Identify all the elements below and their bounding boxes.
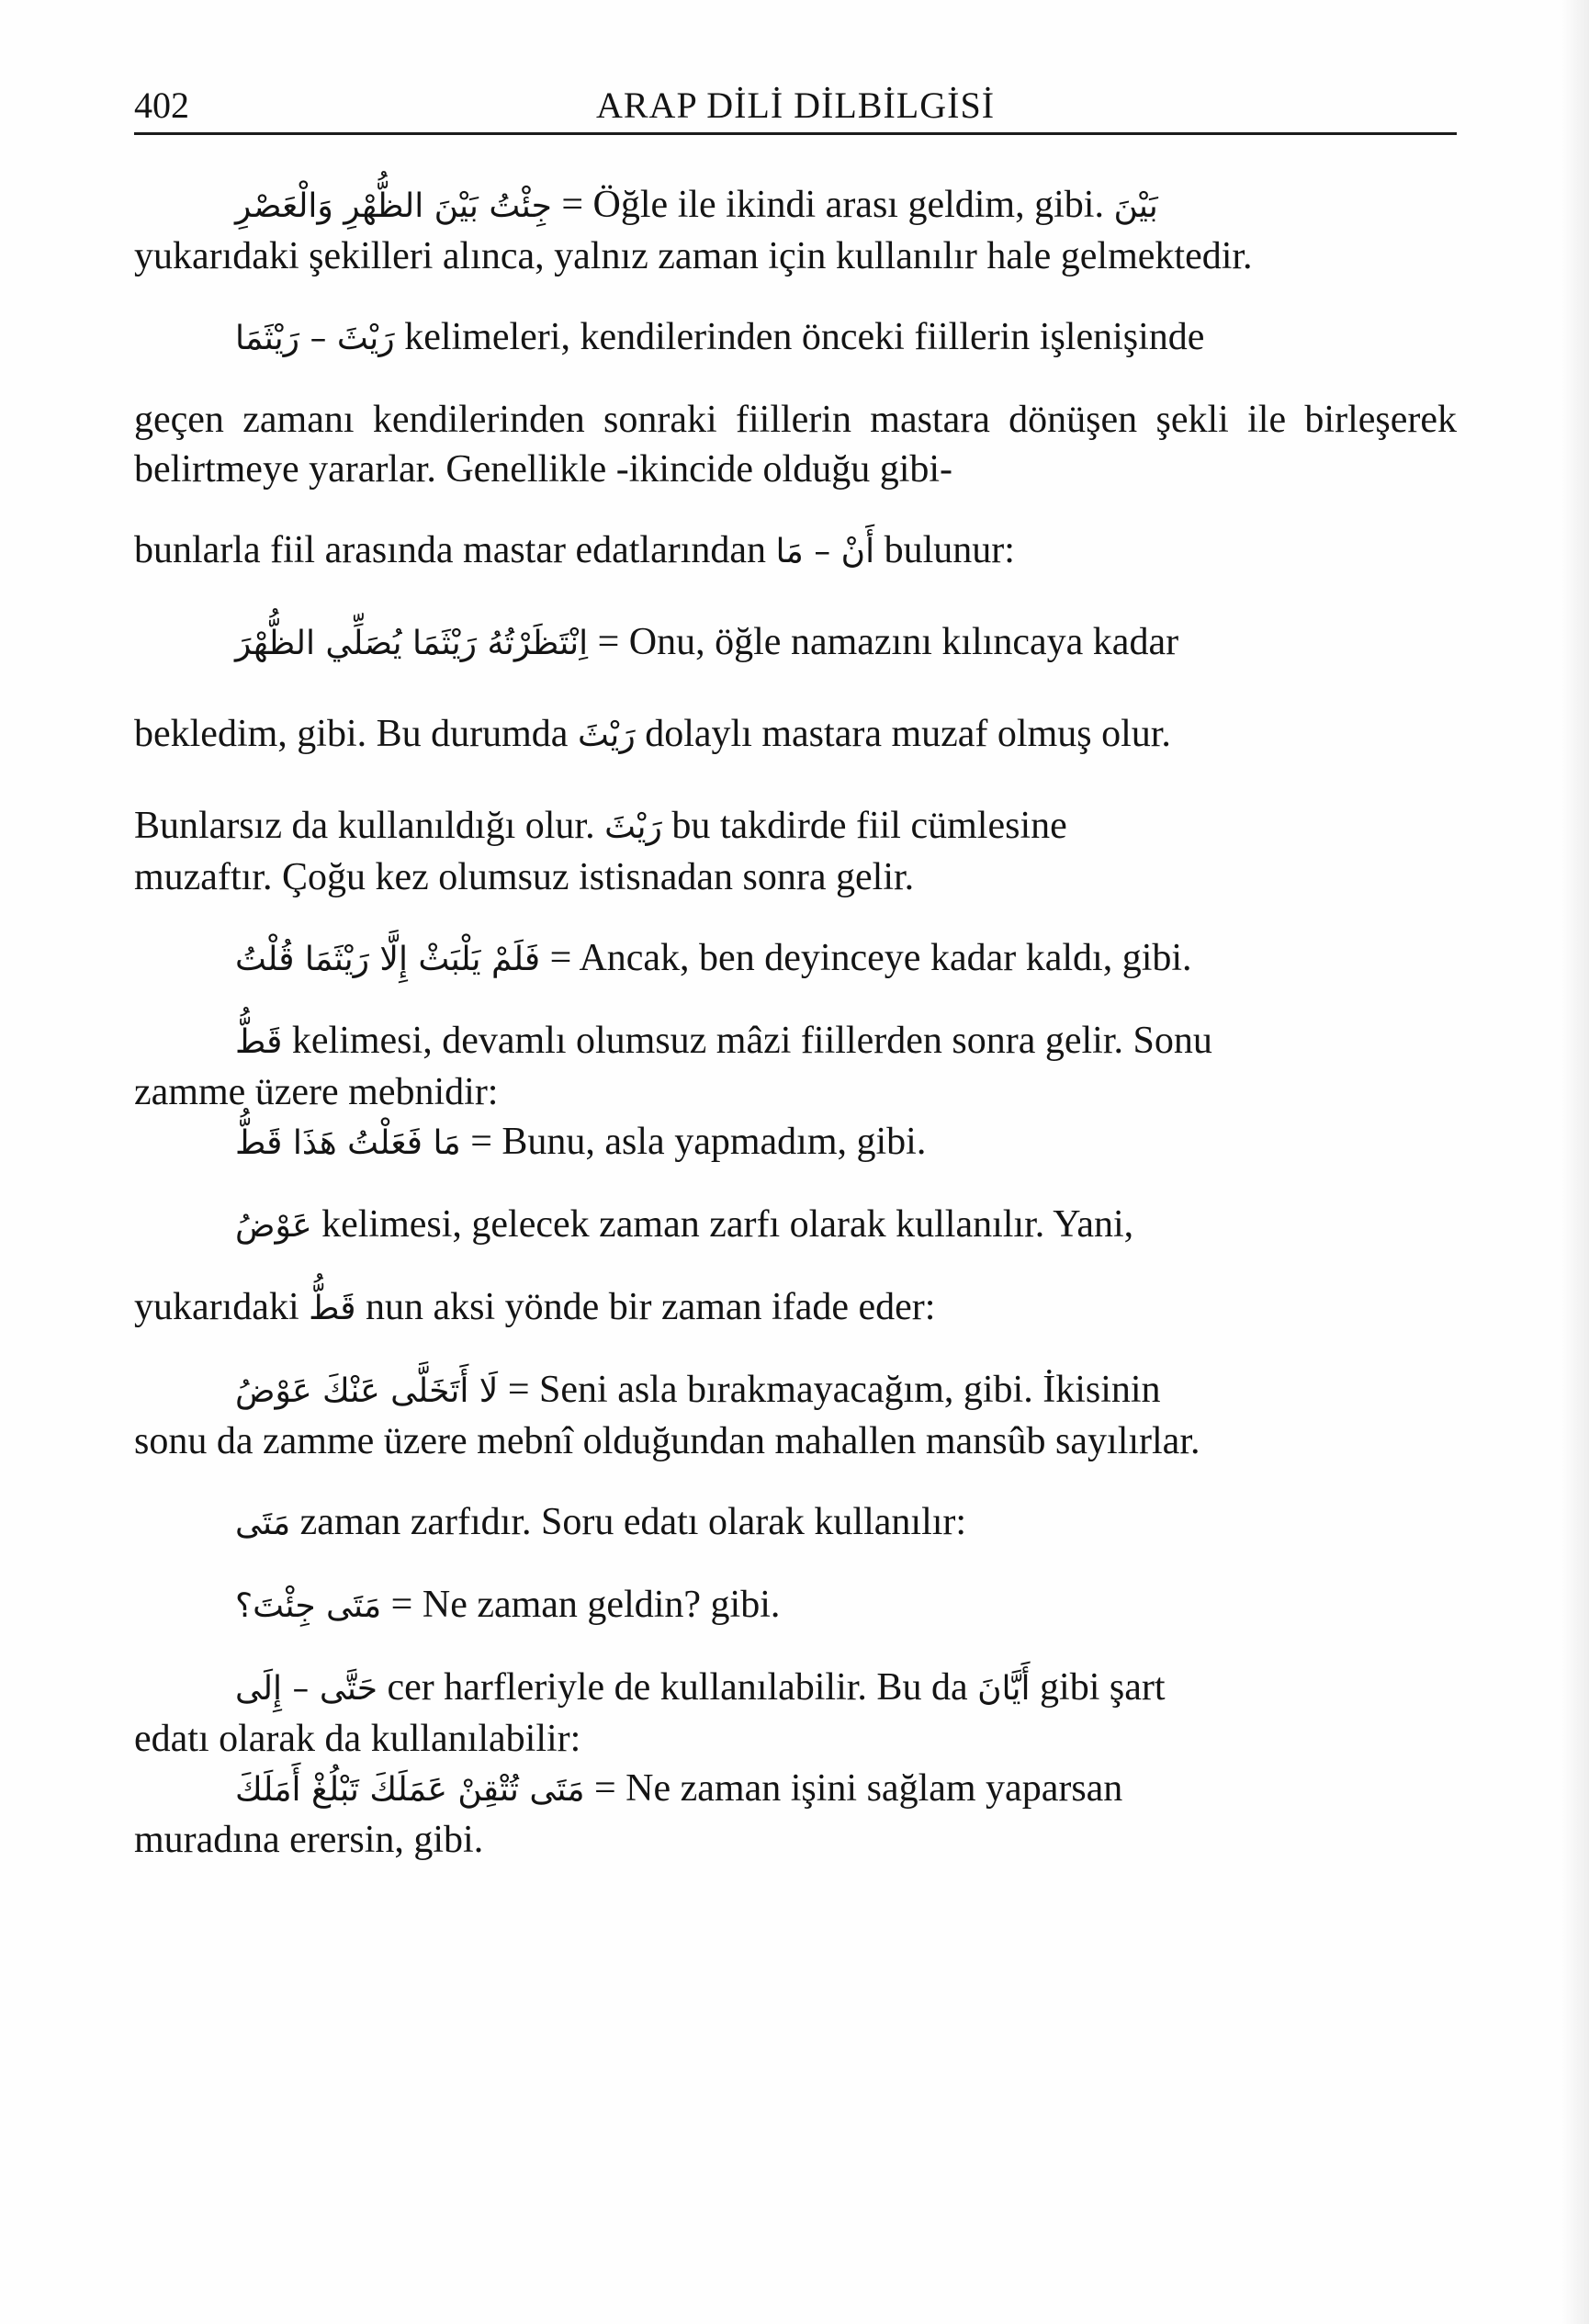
translation: = Ne zaman geldin? gibi. — [390, 1584, 781, 1626]
term-line-mata: مَتَى zaman zarfıdır. Soru edatı olarak kullanılır: — [134, 1497, 1457, 1549]
arabic-term: مَتَى — [235, 1505, 291, 1542]
arabic-example: فَلَمْ يَلْبَثْ إِلَّا رَيْثَمَا قُلْتُ — [235, 941, 541, 978]
paragraph-text: yukarıdaki şekilleri alınca, yalnız zaman için kullanılır hale gelmektedir. — [134, 235, 1253, 277]
page-body — [134, 180, 1457, 1865]
translation: = Seni asla bırakmayacağım, gibi. İkisinin — [507, 1369, 1161, 1411]
arabic-term: بَيْنَ — [1113, 187, 1158, 225]
paragraph-line: sonu da zamme üzere mebnî olduğundan mahallen mansûb sayılırlar. — [134, 1420, 1200, 1462]
arabic-term: أَنْ – مَا — [775, 533, 875, 570]
arabic-example: اِنْتَظَرْتُهُ رَيْثَمَا يُصَلِّي الظُّهْرَ — [235, 625, 589, 662]
paragraph-text: kelimeleri, kendilerinden önceki fiillerin işlenişinde — [404, 316, 1205, 358]
paragraph-line: yukarıdaki قَطُّ nun aksi yönde bir zaman ifade eder: — [134, 1282, 1457, 1334]
arabic-term: قَطُّ — [309, 1290, 356, 1327]
paragraph-line: bekledim, gibi. Bu durumda رَيْثَ dolaylı mastara muzaf olmuş olur. — [134, 709, 1457, 761]
arabic-example: لَا أَتَخَلَّى عَنْكَ عَوْضُ — [235, 1372, 499, 1410]
page-number: 402 — [134, 85, 189, 126]
arabic-term: أَيَّانَ — [977, 1670, 1031, 1708]
paragraph-line: Bunlarsız da kullanıldığı olur. رَيْثَ bu takdirde fiil cümlesine — [134, 801, 1457, 852]
paragraph-text: geçen zamanı kendilerinden sonraki fiillerin mastara dönüşen şekli ile birleşerek belirtmeye yararlar. Genellikle -ikincide olduğu gibi- — [134, 399, 1457, 491]
scan-edge-shadow — [1561, 0, 1589, 2324]
example-line — [134, 1764, 1457, 1815]
translation: = Ancak, ben deyinceye kadar kaldı, gibi. — [549, 937, 1192, 979]
paragraph — [134, 231, 1457, 281]
example-line — [134, 1580, 1457, 1631]
paragraph-line: bunlarla fiil arasında mastar edatlarından أَنْ – مَا bulunur: — [134, 525, 1457, 577]
example-line — [134, 1365, 1457, 1416]
example-line — [134, 617, 1457, 669]
paragraph — [134, 395, 1457, 494]
term-line-qattu: قَطُّ kelimesi, devamlı olumsuz mâzi fiillerden sonra gelir. Sonu — [134, 1016, 1457, 1067]
translation: = Ne zaman işini sağlam yaparsan — [593, 1767, 1123, 1810]
example-line — [134, 933, 1457, 985]
term-line-raytha — [134, 312, 1457, 364]
arabic-term: رَيْثَ – رَيْثَمَا — [235, 320, 395, 357]
arabic-term: قَطُّ — [235, 1023, 283, 1061]
arabic-term: رَيْثَ — [577, 716, 636, 754]
term-line-hatta: حَتَّى – إِلَى cer harfleriyle de kullanılabilir. Bu da أَيَّانَ gibi şart — [134, 1663, 1457, 1714]
arabic-term: رَيْثَ — [604, 808, 662, 846]
paragraph-line: zamme üzere mebnidir: — [134, 1071, 499, 1113]
translation: = Onu, öğle namazını kılıncaya kadar — [597, 621, 1179, 663]
page-header — [134, 73, 1457, 135]
example-line-bayna — [134, 180, 1457, 231]
running-title: ARAP DİLİ DİLBİLGİSİ — [595, 85, 996, 126]
paragraph-line: muzaftır. Çoğu kez olumsuz istisnadan sonra gelir. — [134, 856, 915, 898]
arabic-example: جِئْتُ بَيْنَ الظُّهْرِ وَالْعَصْرِ — [235, 187, 552, 225]
paragraph-line: edatı olarak da kullanılabilir: — [134, 1718, 581, 1760]
arabic-term: عَوْضُ — [235, 1207, 312, 1245]
translation: = Bunu, asla yapmadım, gibi. — [470, 1121, 927, 1163]
arabic-example: مَتَى تُتْقِنْ عَمَلَكَ تَبْلُغْ أَمَلَكَ — [235, 1771, 585, 1809]
paragraph-line: muradına erersin, gibi. — [134, 1819, 484, 1861]
arabic-example: مَا فَعَلْتُ هَذَا قَطُّ — [235, 1124, 461, 1162]
translation: = Öğle ile ikindi arası geldim, gibi. — [561, 184, 1104, 226]
term-line-awdu: عَوْضُ kelimesi, gelecek zaman zarfı olarak kullanılır. Yani, — [134, 1200, 1457, 1251]
arabic-example: مَتَى جِئْتَ؟ — [235, 1587, 382, 1625]
arabic-term: حَتَّى – إِلَى — [235, 1670, 378, 1708]
example-line — [134, 1117, 1457, 1168]
